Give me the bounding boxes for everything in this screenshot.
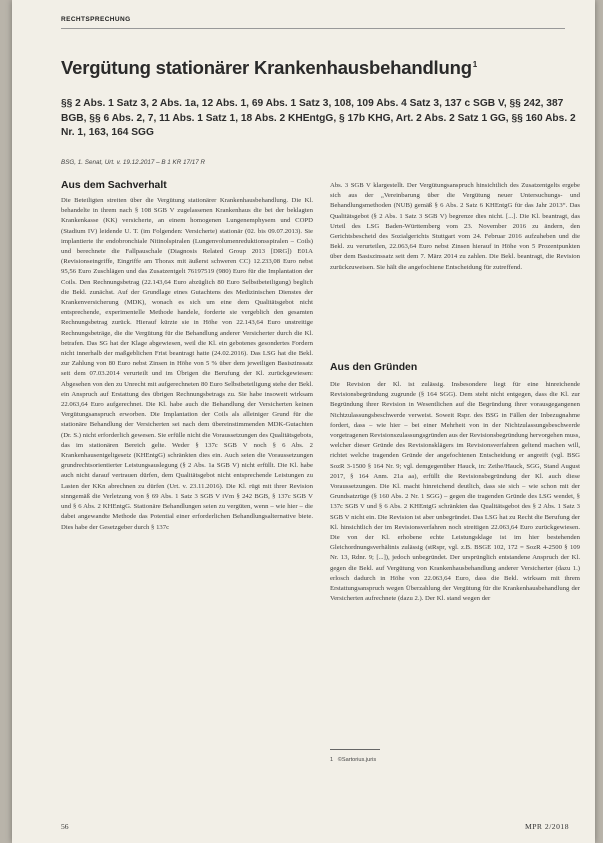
facts-text: Die Beteiligten streiten über die Vergütung stationärer Krankenhausbehandlung. Die Kl. behandelte in ihrem nach § 108 SGB V zugelassenen Krankenhaus die bei der beklagten Krankenkasse (KK) versicherte, an einem homogenen Lungenemphysem und COPD (Stadium IV) leidende U. T. (im Folgenden: Versicherte) stationär (02. bis 09.07.2013). Sie implantierte ihr endobronchiale Nitinolspiralen (Lungenvolumenreduktionsspiralen – Coils) und berechnete die Fallpauschale (Diagnosis Related Group 2013 [DRG]) E01A (Revisionseingriffe, Eingriffe am Thorax mit äußerst schweren CC) 12.233,08 Euro nebst 95,56 Euro Zuschlägen und das Zusatzentgelt 76197519 (980) Euro für die Implantation der Coils. Den Rechnungsbetrag (22.143,64 Euro abzüglich 80 Euro Selbstbeteiligung) beglich die Bekl. zunächst. Auf der Grundlage eines Gutachtens des Medizinischen Dienstes der Krankenversicherung (MDK), wonach es sich um eine dem Qualitätsgebot nicht entsprechende, experimentelle Methode handele, forderte sie vergeblich den gesamten Rechnungsbetrag zurück. Hierauf kürzte sie in Höhe von 22.143,64 Euro unstreitige Rechnungsbeträge, die die Vergütung für die Behandlung anderer Versicherter durch die Kl. betrafen. Das SG hat der Klage abgewiesen, weil die Kl. ein gebotenes gesondertes Fordern nicht innerhalb der maßgeblichen Frist beantragt hatte (24.02.2016). Das LSG hat die Bekl. zur Zahlung von 80 Euro nebst Zinsen in Höhe von 5 % über dem jeweiligen Basiszinssatz seit dem 07.03.2014 verurteilt und im Übrigen die Berufung der Kl. zurückgewiesen: Abgesehen von den zu Unrecht mit aufgerechneten 80 Euro Selbstbeteiligung stehe der Bekl. ein Anspruch auf Erstattung des übrigen Rechnungsbetrags zu. Sie habe insoweit wirksam 22.063,64 Euro aufgerechnet. Die Kl. habe auch die Behandlung der Versicherten keinen Vergütungsanspruch erworben. Die Implantation der Coils als alleiniger Grund für die stationäre Behandlung der Versicherten sei nach dem übereinstimmenden MDK-Gutachten (Dr. S.) nicht erforderlich gewesen. Sie erfülle nicht die Voraussetzungen des Qualitätsgebots, das im stationären Bereich gelte. Weder § 137c SGB V noch § 6 Abs. 2 Krankenhausentgeltgesetz (KHEntgG) schränkten dies ein. Auch seien die Voraussetzungen grundrechtsorientierter Leistungsauslegung (§ 2 Abs. 1a SGB V) nicht erfüllt. Die Kl. habe auch nicht darauf vertrauen dürfen, dem Qualitätsgebot nicht entsprechende Leistungen zu Lasten der KKn abrechnen zu dürfen (Urt. v. 23.11.2016). Die Kl. rügt mit ihrer Revision sinngemäß die Verletzung von § 69 Abs. 1 Satz 3 SGB V iVm § 242 BGB, § 137c SGB V und § 6 Abs. 2 KHEntgG. Stationäre Behandlungen seien zu vergüten, wenn – wie hier – die dabei angewandte Methode das Potential einer erforderlichen Behandlungsalternative biete. Dies habe der Gesetzgeber durch § 137c xyxy=(61,197,313,531)
page-number: 56 xyxy=(61,822,69,831)
document-page xyxy=(12,0,595,843)
title-footnote-mark: 1 xyxy=(472,59,478,69)
legal-norms: §§ 2 Abs. 1 Satz 3, 2 Abs. 1a, 12 Abs. 1, 69 Abs. 1 Satz 3, 108, 109 Abs. 4 Satz 3, 137 c SGB V, §§ 242, 387 BGB, §§ 6 Abs. 2, 7, 11 Abs. 1 Satz 1, 18 Abs. 2 KHEntgG, § 17b KHG, Art. 2 Abs. 2 Satz 1 GG, §§ 160 Abs. 2 Nr. 1, 163, 164 SGG xyxy=(61,98,576,139)
facts-continuation-column xyxy=(330,181,580,341)
footnote-marker: 1 xyxy=(330,757,334,763)
court-reference: BSG, 1. Senat, Urt. v. 19.12.2017 – B 1 KR 17/17 R xyxy=(61,159,206,166)
rubric-divider xyxy=(61,28,565,29)
footnote-text: ©Sartorius.juris xyxy=(337,757,377,763)
footnote-divider xyxy=(330,749,380,750)
section-rubric: RECHTSPRECHUNG xyxy=(61,16,131,23)
footnote xyxy=(330,757,376,763)
facts-heading: Aus dem Sachverhalt xyxy=(61,180,167,191)
reasons-column xyxy=(330,380,580,715)
facts-column xyxy=(61,196,313,840)
article-title xyxy=(61,57,565,79)
reasons-heading: Aus den Gründen xyxy=(330,362,418,373)
article-title-text: Vergütung stationärer Krankenhausbehandlung xyxy=(61,57,472,78)
facts-continuation-text: Abs. 3 SGB V klargestellt. Der Vergütungsanspruch hinsichtlich des Zusatzentgelts ergebe sich aus der „Vereinbarung über die Vergütung neuer Untersuchungs- und Behandlungsmethoden (NUB) gemäß § 6 Abs. 2 Satz 6 KHEntgG für das Jahr 2013“. Das Qualitätsgebot (§ 2 Abs. 1 Satz 3 SGB V) begrenze dies nicht. [...]. Die Kl. beantragt, das Urteil des LSG Baden-Württemberg vom 23. November 2016 zu ändern, den Gerichtsbescheid des Sozialgerichts Stuttgart vom 24. Februar 2016 aufzuheben und die Bekl. zu verurteilen, 22.063,64 Euro nebst Zinsen hierauf in Höhe von 5 Prozentpunkten über dem Basiszinssatz seit dem 7. März 2014 zu zahlen. Die Bekl. beantragt, die Revision zurückzuweisen. Sie hält die angefochtene Entscheidung für zutreffend. xyxy=(330,182,580,271)
reasons-text: Die Revision der Kl. ist zulässig. Insbesondere liegt für eine hinreichende Revisionsbegründung zugrunde (§ 164 SGG). Dem steht nicht entgegen, dass die Kl. zur Begründung ihrer Revision in Wesentlichen auf die Begründung ihrer vorausgegangenen Nichtzulassungsbeschwerde verweist. Soweit Rspr. des BSG in Fällen der Inbezugnahme fordert, dass – wie hier – bei einer Mehrheit von in der Nichtzulassungsbeschwerde vorgetragenen Revisionszulassungsgründen aus der Revisionsbegründung hervorgehen muss, welcher dieser Gründe des Revisionsklägers im Revisionsverfahren geltend machen will, richtet welche tragenden Gründe der angefochtenen Entscheidung er angreift (vgl. BSG SozR 3-1500 § 164 Nr. 9; vgl. demgegenüber Hauck, in: Zeihe/Hauck, SGG, Stand August 2017, § 164 Anm. 21a aa), erfüllt die Revisionsbegründung der Kl. auch diese Voraussetzungen. Die Kl. macht hinreichend deutlich, dass sie sich – wie schon mit der Grundsatzrüge (§ 160 Abs. 2 Nr. 1 SGG) – gegen die tragenden Gründe des LSG wendet, § 137c SGB V und § 6 Abs. 2 KHEntgG schränkten das Qualitätsgebot des § 2 Abs. 1 Satz 3 SGB V nicht ein. Die Revision ist aber unbegründet. Das LSG hat zu Recht die Berufung der Kl. hinsichtlich der im Revisionsverfahren noch streitigen 22.063,64 Euro zurückgewiesen. Die von der Kl. erhobene echte Leistungsklage ist im hier bestehenden Gleichordnungsverhältnis zulässig (stRspr, vgl. z.B. BSGE 102, 172 = SozR 4-2500 § 109 Nr. 13, Rdnr. 9; [...]), jedoch unbegründet. Der ursprünglich entstandene Anspruch der Kl. gegen die Bekl. auf Vergütung von Krankenhausbehandlung anderer Versicherter (dazu 1.) erlosch dadurch in Höhe von 22.063,64 Euro, dass die Bekl. wirksam mit ihrem Erstattungsanspruch wegen Überzahlung der Vergütung für die Krankenhausbehandlung der Versicherten aufrechnete (dazu 2.). Der Kl. stand wegen der xyxy=(330,381,580,603)
journal-issue: MPR 2/2018 xyxy=(524,822,569,831)
